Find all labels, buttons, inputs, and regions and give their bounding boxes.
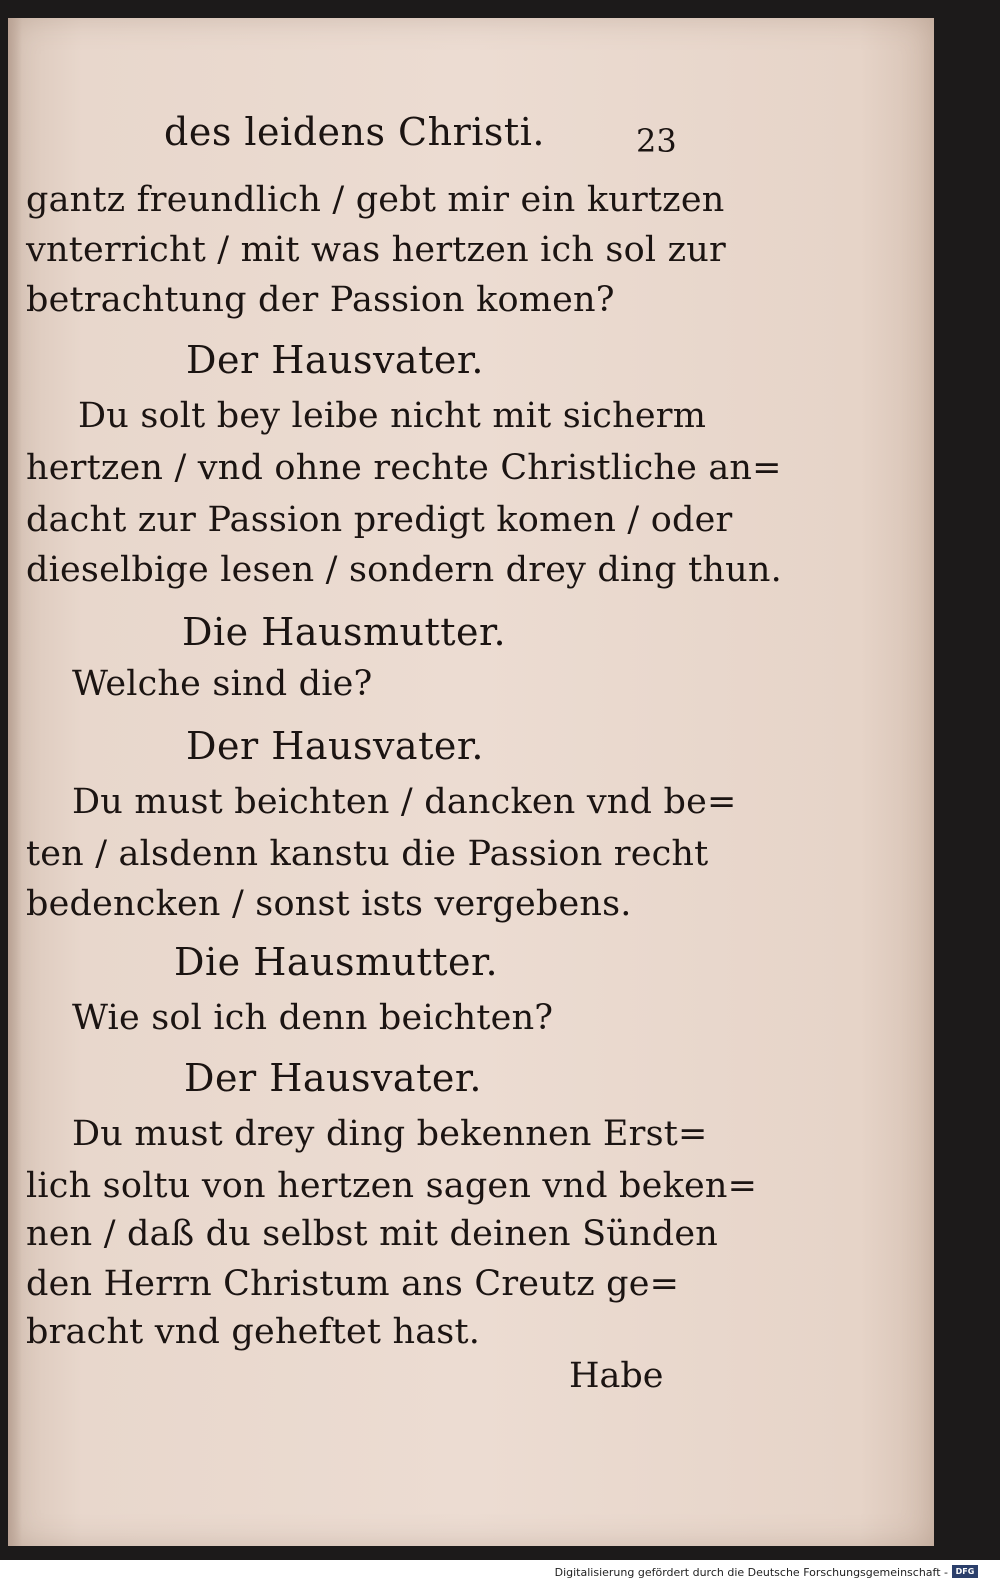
digitization-footer [0,1560,1000,1588]
page-gutter [8,18,22,1546]
text-line: vnterricht / mit was hertzen ich sol zur [26,230,726,270]
text-line: dieselbige lesen / sondern drey ding thun. [26,550,782,590]
speaker-heading: Der Hausvater. [184,1056,482,1100]
page-number: 23 [636,122,677,160]
text-line: den Herrn Christum ans Creutz ge= [26,1264,680,1304]
text-line: ten / alsdenn kanstu die Passion recht [26,834,709,874]
dfg-logo-icon: DFG [952,1565,978,1578]
book-page [8,18,934,1546]
funding-credit: Digitalisierung gefördert durch die Deutsche Forschungsgemeinschaft - [554,1566,948,1579]
text-line: bedencken / sonst ists vergebens. [26,884,632,924]
running-title: des leidens Christi. [164,110,545,154]
speaker-heading: Die Hausmutter. [174,940,499,984]
text-line: betrachtung der Passion komen? [26,280,615,320]
speaker-heading: Der Hausvater. [186,724,484,768]
speaker-heading: Die Hausmutter. [182,610,507,654]
text-line: Wie sol ich denn beichten? [72,998,554,1038]
text-line: dacht zur Passion predigt komen / oder [26,500,733,540]
catchword: Habe [569,1356,664,1396]
text-line: bracht vnd geheftet hast. [26,1312,481,1352]
text-line: nen / daß du selbst mit deinen Sünden [26,1214,719,1254]
text-line: Du must drey ding bekennen Erst= [72,1114,708,1154]
text-line: Du must beichten / dancken vnd be= [72,782,737,822]
text-line: Welche sind die? [72,664,373,704]
page-header [26,110,686,162]
text-line: gantz freundlich / gebt mir ein kurtzen [26,180,725,220]
speaker-heading: Der Hausvater. [186,338,484,382]
text-line: lich soltu von hertzen sagen vnd beken= [26,1166,758,1206]
text-line: Du solt bey leibe nicht mit sicherm [78,396,707,436]
text-line: hertzen / vnd ohne rechte Christliche an= [26,448,782,488]
